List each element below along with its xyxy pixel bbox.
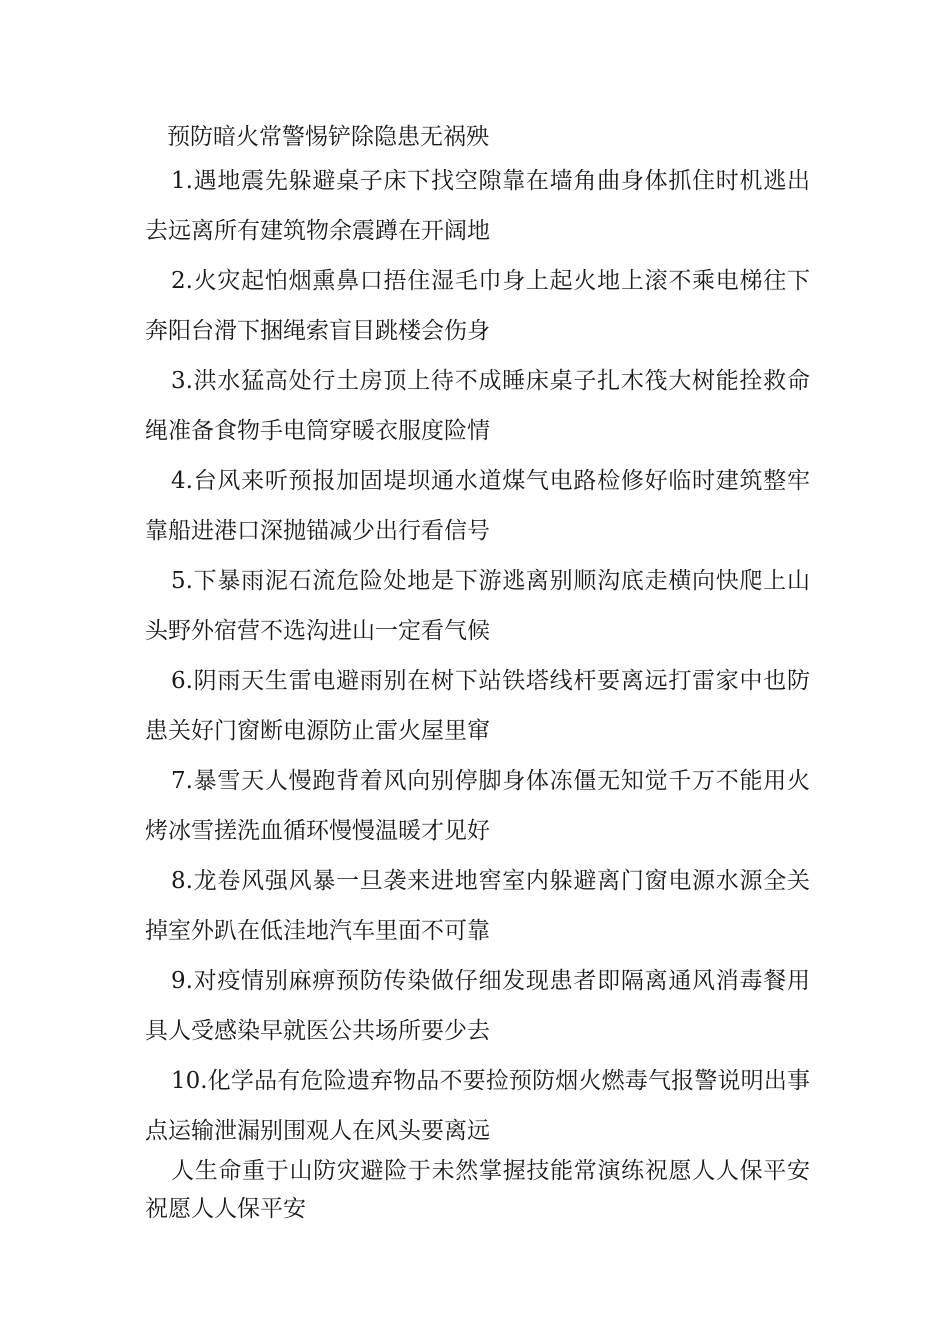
list-item: 6.阴雨天生雷电避雨别在树下站铁塔线杆要离远打雷家中也防患关好门窗断电源防止雷火屋里窜	[145, 668, 810, 744]
list-item: 9.对疫情别麻痹预防传染做仔细发现患者即隔离通风消毒餐用具人受感染早就医公共场所要少去	[145, 968, 810, 1044]
list-item: 1.遇地震先躲避桌子床下找空隙靠在墙角曲身体抓住时机逃出去远离所有建筑物余震蹲在开阔地	[145, 168, 810, 244]
document-page	[145, 118, 810, 1228]
document-title: 预防暗火常警惕铲除隐患无祸殃	[167, 124, 489, 150]
list-item: 4.台风来听预报加固堤坝通水道煤气电路检修好临时建筑整牢靠船进港口深抛锚减少出行看信号	[145, 468, 810, 544]
list-item: 7.暴雪天人慢跑背着风向别停脚身体冻僵无知觉千万不能用火烤冰雪搓洗血循环慢慢温暖才见好	[145, 768, 810, 844]
list-item: 8.龙卷风强风暴一旦袭来进地窖室内躲避离门窗电源水源全关掉室外趴在低洼地汽车里面不可靠	[145, 868, 810, 944]
list-item: 2.火灾起怕烟熏鼻口捂住湿毛巾身上起火地上滚不乘电梯往下奔阳台滑下捆绳索盲目跳楼会伤身	[145, 268, 810, 344]
list-item: 5.下暴雨泥石流危险处地是下游逃离别顺沟底走横向快爬上山头野外宿营不选沟进山一定看气候	[145, 568, 810, 644]
list-item: 10.化学品有危险遗弃物品不要捡预防烟火燃毒气报警说明出事点运输泄漏别围观人在风头要离远	[145, 1068, 810, 1144]
closing-paragraph: 人生命重于山防灾避险于未然掌握技能常演练祝愿人人保平安祝愿人人保平安	[145, 1158, 810, 1222]
list-item: 3.洪水猛高处行土房顶上待不成睡床桌子扎木筏大树能拴救命绳准备食物手电筒穿暖衣服度险情	[145, 368, 810, 444]
